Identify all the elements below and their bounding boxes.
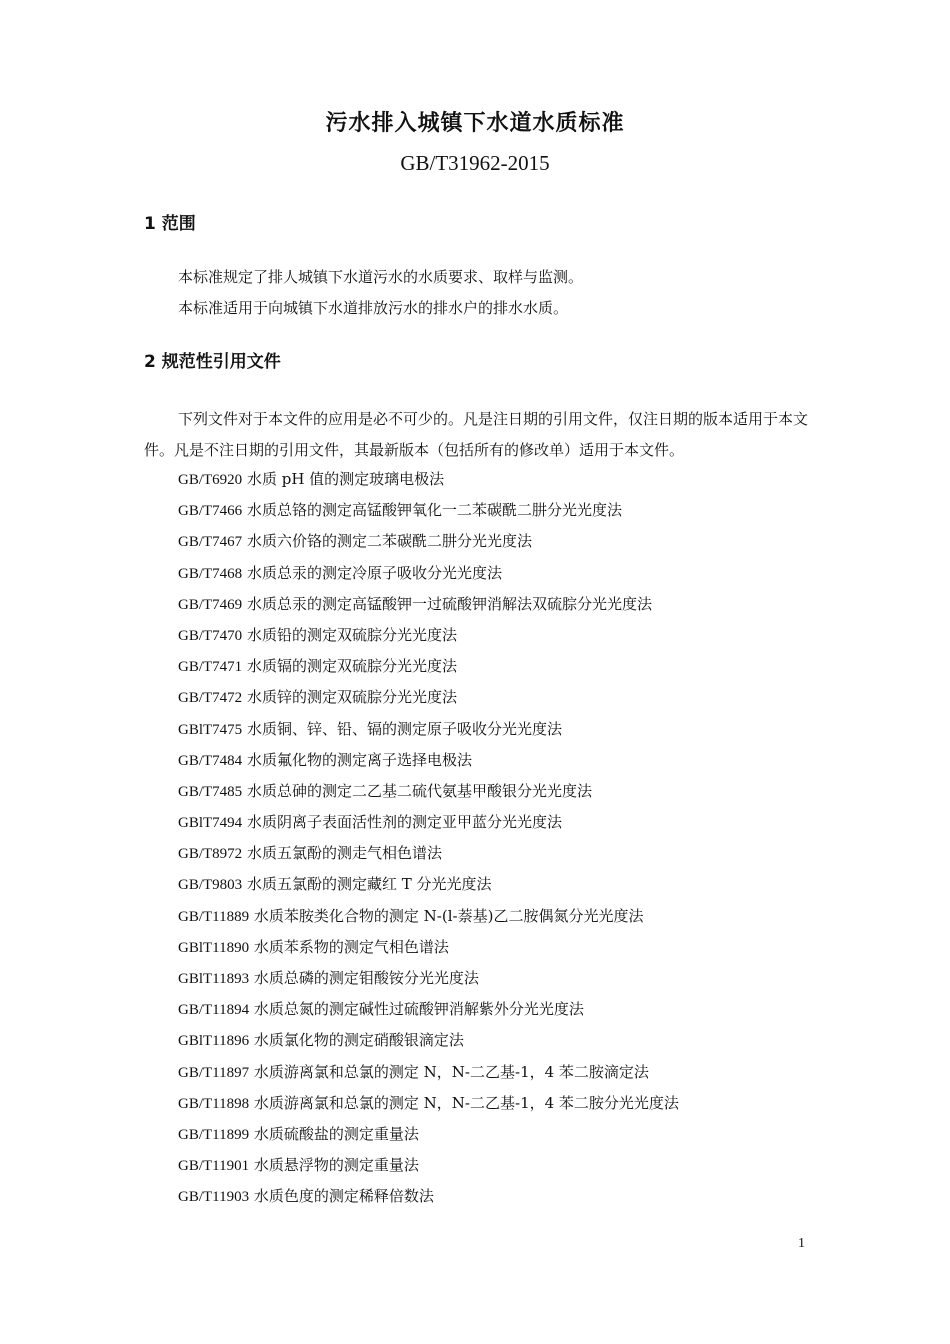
reference-code: GBlT11890 [178, 939, 250, 956]
reference-code: GB/T11899 [178, 1126, 250, 1143]
reference-item [178, 776, 679, 807]
reference-title: 水质总铬的测定高锰酸钾氧化一二苯碳酰二肼分光光度法 [246, 501, 622, 520]
reference-title: 水质苯胺类化合物的测定 N-(l-萘基)乙二胺偶氮分光光度法 [253, 906, 644, 925]
reference-title: 水质色度的测定稀释倍数法 [253, 1187, 434, 1206]
reference-item [178, 807, 679, 838]
section-heading-scope: 1 范围 [144, 214, 196, 234]
reference-item [178, 1088, 679, 1119]
reference-title: 水质总磷的测定钼酸铵分光光度法 [253, 969, 479, 987]
reference-title: 水质游离氯和总氯的测定 N，N-二乙基-1，4 苯二胺滴定法 [253, 1062, 649, 1081]
reference-code: GBlT7494 [178, 815, 243, 832]
reference-list [178, 464, 679, 1213]
reference-code: GB/T7467 [178, 534, 243, 551]
reference-item [178, 651, 679, 682]
reference-item [178, 869, 679, 900]
reference-code: GB/T7468 [178, 565, 243, 582]
reference-item [178, 1181, 679, 1212]
reference-title: 水质 pH 值的测定玻璃电极法 [246, 470, 445, 488]
reference-item [178, 901, 679, 932]
reference-item [178, 932, 679, 963]
reference-item [178, 994, 679, 1025]
reference-item [178, 526, 679, 557]
reference-title: 水质镉的测定双硫腙分光光度法 [246, 657, 457, 676]
reference-code: GB/T7469 [178, 596, 243, 613]
reference-title: 水质氟化物的测定离子选择电极法 [246, 750, 472, 769]
scope-paragraph: 本标准适用于向城镇下水道排放污水的排水户的排水水质。 [178, 299, 569, 317]
reference-code: GBlT7475 [178, 721, 243, 738]
document-title: 污水排入城镇下水道水质标准 [325, 111, 625, 136]
reference-code: GB/T7484 [178, 752, 243, 769]
reference-item [178, 558, 679, 589]
reference-title: 水质悬浮物的测定重量法 [253, 1156, 419, 1175]
reference-item [178, 1150, 679, 1181]
reference-item [178, 714, 679, 745]
reference-code: GB/T11898 [178, 1095, 250, 1112]
reference-item [178, 838, 679, 869]
reference-code: GB/T8972 [178, 846, 243, 863]
reference-item [178, 464, 679, 495]
reference-title: 水质阴离子表面活性剂的测定亚甲蓝分光光度法 [246, 813, 562, 832]
reference-code: GB/T7485 [178, 783, 243, 800]
reference-title: 水质铜、锌、铅、镉的测定原子吸收分光光度法 [246, 719, 562, 738]
reference-title: 水质铅的测定双硫腙分光光度法 [246, 625, 457, 644]
reference-title: 水质游离氯和总氯的测定 N，N-二乙基-1，4 苯二胺分光光度法 [253, 1093, 679, 1112]
reference-code: GB/T7466 [178, 503, 243, 520]
reference-code: GB/T7470 [178, 627, 243, 644]
reference-item [178, 682, 679, 713]
reference-item [178, 620, 679, 651]
reference-title: 水质总汞的测定冷原子吸收分光光度法 [246, 563, 502, 582]
reference-title: 水质苯系物的测定气相色谱法 [253, 937, 449, 956]
reference-title: 水质总汞的测定高锰酸钾一过硫酸钾消解法双硫腙分光光度法 [246, 594, 652, 613]
reference-code: GB/T11894 [178, 1002, 250, 1019]
scope-paragraph: 本标准规定了排人城镇下水道污水的水质要求、取样与监测。 [178, 268, 584, 286]
reference-item [178, 1057, 679, 1088]
reference-title: 水质氯化物的测定硝酸银滴定法 [253, 1031, 464, 1050]
reference-code: GB/T11901 [178, 1158, 250, 1175]
reference-code: GB/T11903 [178, 1189, 250, 1206]
reference-title: 水质六价铬的测定二苯碳酰二肼分光光度法 [246, 532, 532, 551]
reference-title: 水质硫酸盐的测定重量法 [253, 1124, 419, 1143]
reference-title: 水质总氮的测定碱性过硫酸钾消解紫外分光光度法 [253, 1000, 584, 1019]
reference-item [178, 963, 679, 994]
reference-code: GB/T6920 [178, 472, 243, 488]
page-number: 1 [798, 1236, 805, 1251]
reference-code: GB/T11897 [178, 1064, 250, 1081]
reference-code: GBlT11896 [178, 1033, 250, 1050]
reference-item [178, 1025, 679, 1056]
reference-item [178, 1119, 679, 1150]
reference-title: 水质五氯酚的测走气相色谱法 [246, 844, 442, 863]
reference-code: GB/T9803 [178, 877, 243, 894]
standard-code: GB/T31962-2015 [400, 151, 550, 175]
section-heading-normative-references: 2 规范性引用文件 [144, 352, 281, 372]
reference-code: GBlT11893 [178, 971, 250, 987]
references-intro-paragraph: 下列文件对于本文件的应用是必不可少的。凡是注日期的引用文件，仅注日期的版本适用于本文件。凡是不注日期的引用文件，其最新版本（包括所有的修改单）适用于本文件。 [144, 410, 809, 459]
reference-title: 水质锌的测定双硫腙分光光度法 [246, 688, 457, 707]
reference-item [178, 589, 679, 620]
reference-item [178, 745, 679, 776]
reference-title: 水质总砷的测定二乙基二硫代氨基甲酸银分光光度法 [246, 781, 592, 800]
reference-title: 水质五氯酚的测定藏红 T 分光光度法 [246, 875, 492, 894]
reference-code: GB/T7472 [178, 690, 243, 707]
reference-code: GB/T7471 [178, 659, 243, 676]
reference-code: GB/T11889 [178, 908, 250, 925]
reference-item [178, 495, 679, 526]
